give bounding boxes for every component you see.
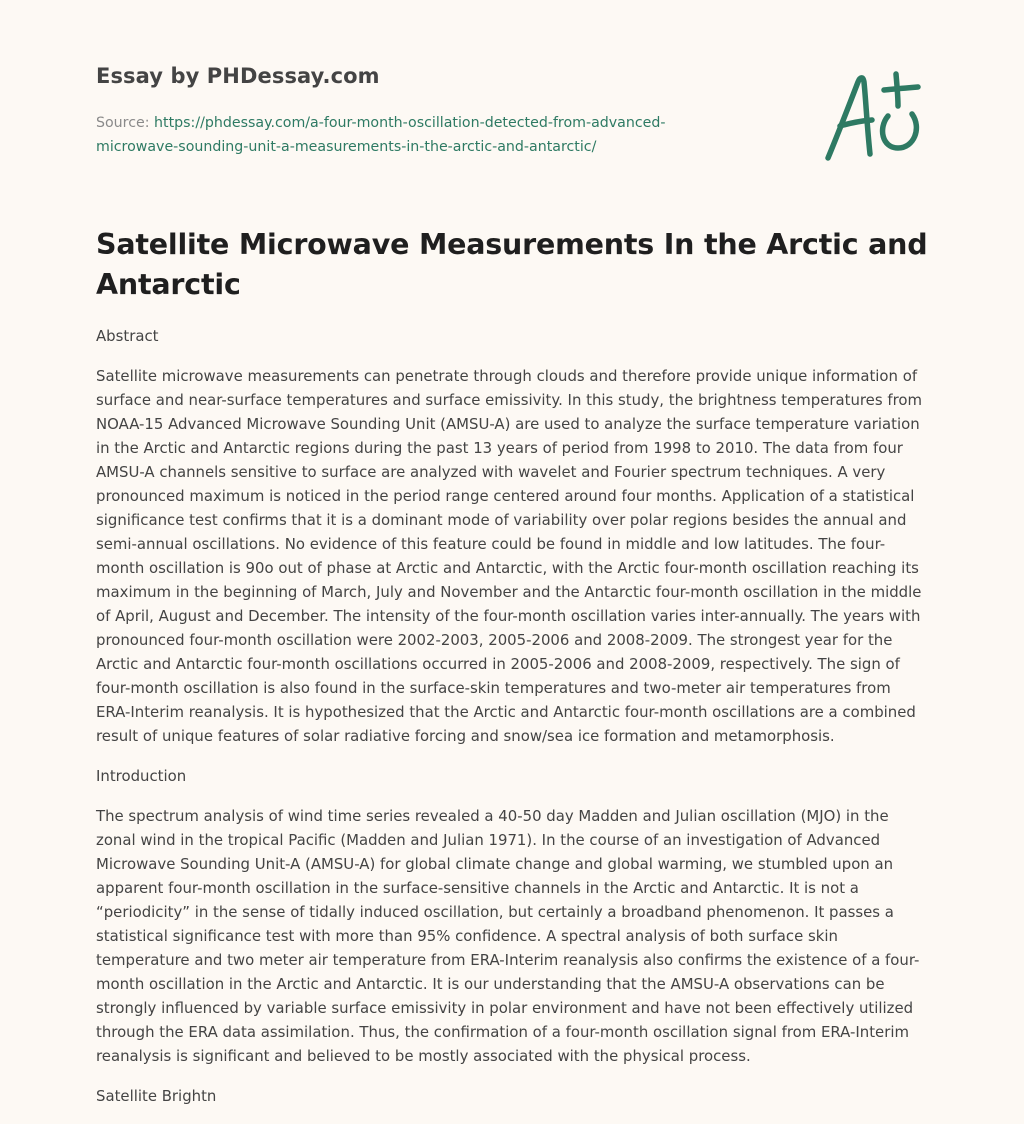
source-link[interactable]: https://phdessay.com/a-four-month-oscillation-detected-from-advanced-microwave-sounding-unit-a-measurements-in-the-arctic-and-antarctic/ xyxy=(96,115,666,155)
article-title: Satellite Microwave Measurements In the Arctic and Antarctic xyxy=(96,228,928,301)
section-heading-abstract: Abstract xyxy=(96,327,159,345)
source-line xyxy=(96,111,736,159)
paragraph-abstract: Satellite microwave measurements can penetrate through clouds and therefore provide unique information of surface and near-surface temperatures and surface emissivity. In this study, the brightness temperatures from NOAA-15 Advanced Microwave Sounding Unit (AMSU-A) are used to analyze the surface temperature variation in the Arctic and Antarctic regions during the past 13 years of period from 1998 to 2010. The data from four AMSU-A channels sensitive to surface are analyzed with wavelet and Fourier spectrum techniques. A very pronounced maximum is noticed in the period range centered around four months. Application of a statistical significance test confirms that it is a dominant mode of variability over polar regions besides the annual and semi-annual oscillations. No evidence of this feature could be found in middle and low latitudes. The four-month oscillation is 90o out of phase at Arctic and Antarctic, with the Arctic four-month oscillation reaching its maximum in the beginning of March, July and November and the Antarctic four-month oscillation in the middle of April, August and December. The intensity of the four-month oscillation varies inter-annually. The years with pronounced four-month oscillation were 2002-2003, 2005-2006 and 2008-2009. The strongest year for the Arctic and Antarctic four-month oscillations occurred in 2005-2006 and 2008-2009, respectively. The sign of four-month oscillation is also found in the surface-skin temperatures and two-meter air temperatures from ERA-Interim reanalysis. It is hypothesized that the Arctic and Antarctic four-month oscillations are a combined result of unique features of solar radiative forcing and snow/sea ice formation and metamorphosis. xyxy=(96,367,922,745)
article-body xyxy=(96,324,928,1124)
section-heading-introduction: Introduction xyxy=(96,767,187,785)
site-title: Essay by PHDessay.com xyxy=(96,64,380,88)
paragraph-introduction: The spectrum analysis of wind time series revealed a 40-50 day Madden and Julian oscillation (MJO) in the zonal wind in the tropical Pacific (Madden and Julian 1971). In the course of an investigation of Advanced Microwave Sounding Unit-A (AMSU-A) for global climate change and global warming, we stumbled upon an apparent four-month oscillation in the surface-sensitive channels in the Arctic and Antarctic. It is not a “periodicity” in the sense of tidally induced oscillation, but certainly a broadband phenomenon. It passes a statistical significance test with more than 95% confidence. A spectral analysis of both surface skin temperature and two meter air temperature from ERA-Interim reanalysis also confirms the existence of a four-month oscillation in the Arctic and Antarctic. It is our understanding that the AMSU-A observations can be strongly influenced by variable surface emissivity in polar environment and have not been effectively utilized through the ERA data assimilation. Thus, the confirmation of a four-month oscillation signal from ERA-Interim reanalysis is significant and believed to be mostly associated with the physical process. xyxy=(96,807,920,1065)
a-plus-logo-icon xyxy=(822,68,928,164)
section-heading-satellite-brightness: Satellite Brightn xyxy=(96,1087,217,1105)
source-label: Source: xyxy=(96,115,155,131)
